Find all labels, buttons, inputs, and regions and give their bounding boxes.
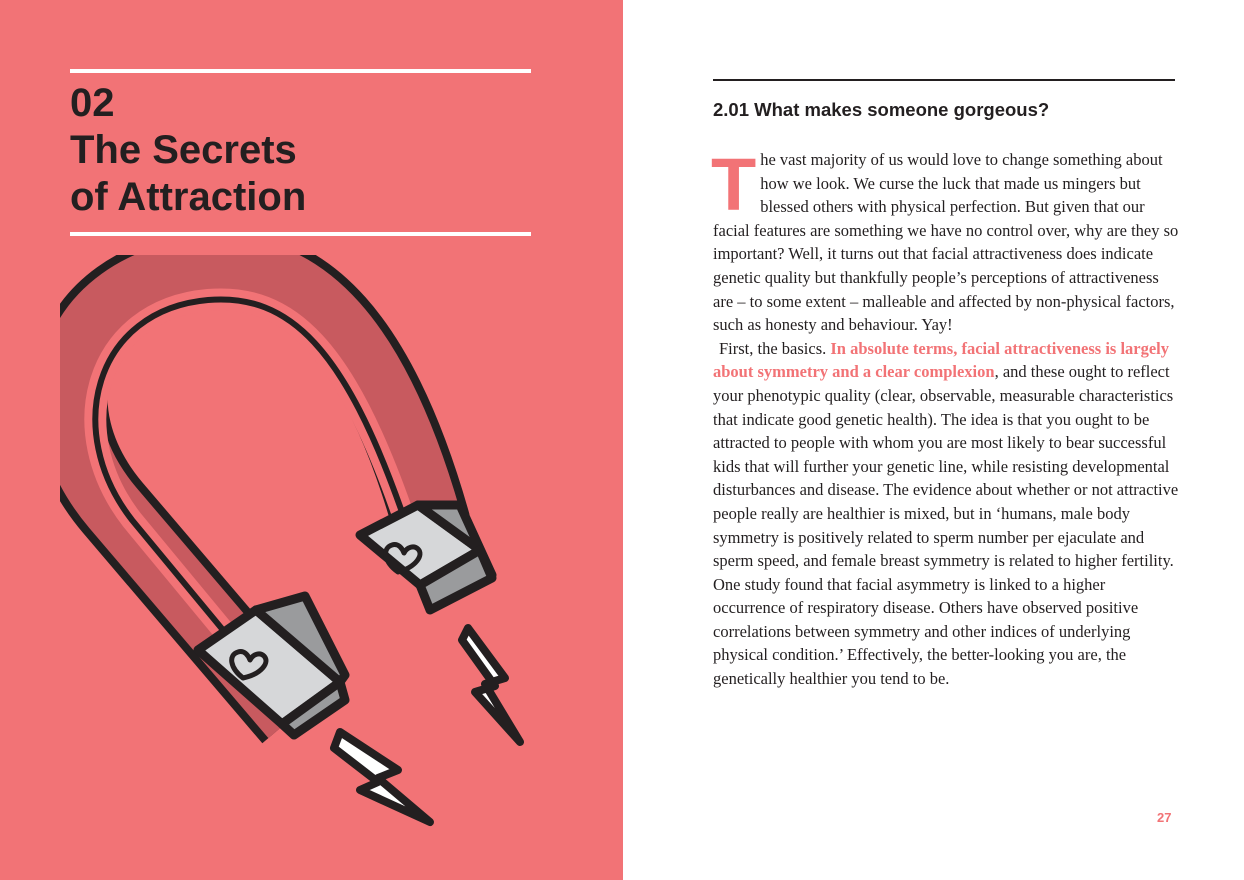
magnet-illustration	[60, 255, 560, 845]
paragraph-2	[713, 337, 1179, 691]
paragraph-1	[711, 143, 1179, 337]
drop-cap: T	[711, 143, 757, 226]
highlight-text: In absolute terms, facial attractiveness is largely about symmetry and a clear complexion	[713, 338, 1170, 382]
section-heading: 2.01 What makes someone gorgeous?	[713, 99, 1050, 120]
paragraph-2-lead: First, the basics.	[719, 338, 831, 358]
lightning-bolt-icon	[334, 732, 430, 822]
paragraph-2-text: , and these ought to reflect your phenotypic quality (clear, observable, measurable characteristics that indicate good genetic health). The idea is that you ought to be attracted to people with whom you are most likely to bear successful kids that will further your genetic line, while resisting developmental disturbances and disease. The evidence about whether or not attractive people really are healthier is mixed, but in ‘humans, male body symmetry is positively related to sperm number per ejaculate and sperm speed, and female breast symmetry is related to higher fertility. One study found that facial asymmetry is linked to a higher occurrence of respiratory disease. Others have observed positive correlations between symmetry and other indices of underlying physical condition.’ Effectively, the better-looking you are, the genetically healthier you tend to be.	[713, 362, 1179, 689]
magnet-tip-right	[360, 505, 492, 610]
body-text	[711, 143, 1179, 691]
chapter-number: 02	[70, 81, 115, 125]
title-rule-top	[70, 69, 531, 73]
right-page	[623, 0, 1244, 880]
chapter-title-line-1: The Secrets	[70, 128, 297, 172]
heading-rule	[713, 79, 1175, 81]
page-number: 27	[1157, 810, 1172, 825]
chapter-title-line-2: of Attraction	[70, 175, 307, 219]
lightning-bolt-icon	[462, 628, 520, 742]
title-rule-bottom	[70, 232, 531, 236]
chapter-title	[70, 80, 306, 221]
paragraph-1-text: he vast majority of us would love to change something about how we look. We curse the luck that made us mingers but blessed others with physical perfection. But given that our facial features are something we have no control over, why are they so important? Well, it turns out that facial attractiveness does indicate genetic quality but thankfully people’s perceptions of attractiveness are – to some extent – malleable and affected by non-physical factors, such as honesty and behaviour. Yay!	[713, 150, 1179, 335]
